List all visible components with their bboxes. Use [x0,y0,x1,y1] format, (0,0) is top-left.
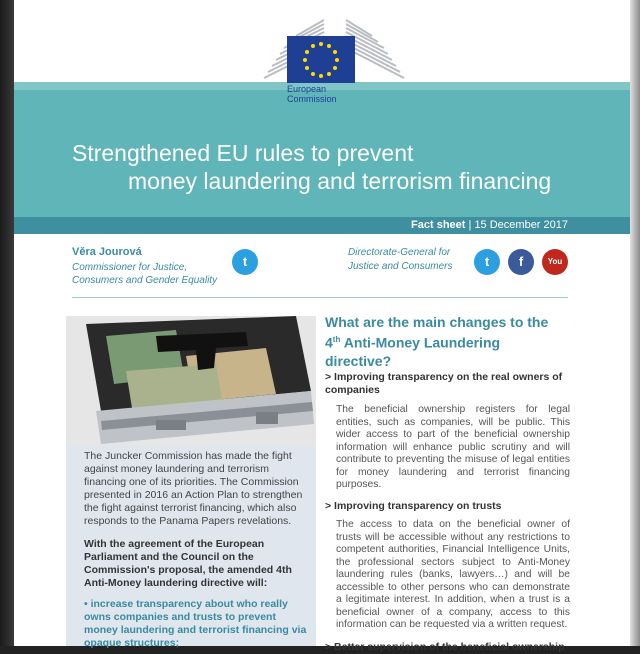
fact-date: 15 December 2017 [474,219,568,231]
dg-line-2: Justice and Consumers [348,261,453,272]
fact-separator: | [468,219,472,231]
heading-part-b: Anti-Money Laundering directive? [325,334,501,369]
dg-facebook-icon[interactable]: f [508,249,534,275]
section-divider [72,297,568,298]
fact-sheet-page [14,0,630,653]
dg-twitter-icon[interactable]: t [474,249,500,275]
commissioner-twitter-icon[interactable]: t [232,249,258,275]
section-2-title: > Improving transparency on trusts [325,500,502,512]
logo-wordmark [287,84,355,104]
heading-part-a: What are the main changes to the 4 [325,314,549,351]
eu-flag [287,36,355,83]
intro-paragraph: The Juncker Commission has made the fight against money laundering and terrorism financing one of its priorities. The Commission presented in 2016 an Action Plan to strengthen the fight against terrorist financing, which also responds to the Panama Papers revelations. [84,450,303,527]
page-edge-shadow [0,0,14,646]
eu-stars-icon [287,36,355,83]
section-3-title: > Better supervision of the beneficial ownership [325,641,565,653]
section-2-body: The access to data on the beneficial owner of trusts will be accessible without any restrictions to competent authorities, Financial Intelligence Units, the professional sectors subject to Anti-Money laundering rules (banks, lawyers…) and will be accessible to other persons who can demonstrate a legitimate interest. In addition, when a trust is a beneficial owner of a company, access to this information can be requested via a written request. [336,519,570,630]
fact-sheet-info [411,219,568,231]
title-line-2: money laundering and terrorism financing [128,168,552,194]
commissioner-role-line-2: Consumers and Gender Equality [72,275,218,286]
main-changes-heading [325,313,565,370]
dg-line-1: Directorate-General for [348,247,451,258]
page-edge-highlight [630,0,640,646]
bullet-transparency: • increase transparency about who really owns companies and trusts to prevent money laundering and terrorist financing via opaque structures; [84,598,307,649]
section-1-title: > Improving transparency on the real owners of companies [325,371,563,396]
heading-superscript: th [332,335,341,344]
title-line-1: Strengthened EU rules to prevent [72,140,414,166]
left-column [66,316,316,649]
logo-line-1: European [287,84,327,94]
european-commission-logo [254,0,414,120]
agreement-paragraph: With the agreement of the European Parliament and the Council on the Commission's proposal, the amended 4th Anti-Money laundering directive will: [84,538,292,589]
fact-sheet-label: Fact sheet [411,219,466,231]
section-1-body: The beneficial ownership registers for legal entities, such as companies, will be public. This wider access to part of the beneficial ownership information will enhance public scrutiny and will contribute to preventing the misuse of legal entities for money laundering and terrorist financing purposes. [336,404,570,490]
fact-sheet-bar [14,217,630,234]
logo-line-2: Commission [287,94,337,104]
commissioner-name: Věra Jourová [72,246,142,258]
dg-youtube-icon[interactable]: You Tube [542,249,568,275]
briefcase-money-gun-photo [66,316,316,446]
commissioner-role-line-1: Commissioner for Justice, [72,262,188,273]
